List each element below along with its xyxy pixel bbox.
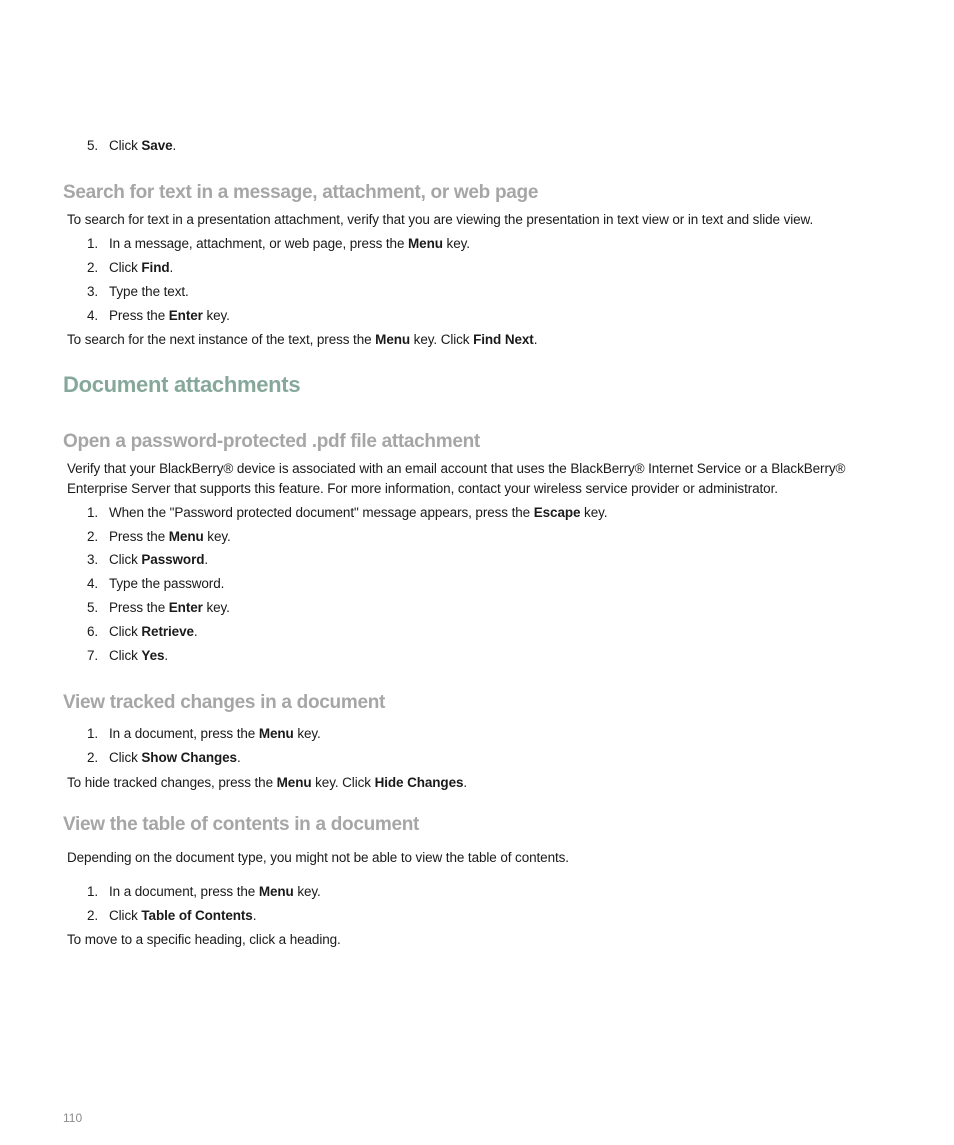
step-bold-term: Escape xyxy=(533,505,581,520)
step-item xyxy=(87,306,230,326)
step-bold-term: Menu xyxy=(258,884,294,899)
step-bold-term: Menu xyxy=(168,529,204,544)
step-item xyxy=(87,136,176,156)
step-bold-term: Show Changes xyxy=(141,750,237,765)
step-item xyxy=(87,906,256,926)
step-text: Click xyxy=(109,552,142,567)
step-item xyxy=(87,724,321,744)
step-item xyxy=(87,882,321,902)
note-bold-term: Menu xyxy=(276,775,312,790)
step-text-end: . xyxy=(204,552,209,567)
step-text-end: . xyxy=(172,138,177,153)
step-number: 2. xyxy=(87,750,99,765)
step-bold-term: Table of Contents xyxy=(141,908,253,923)
step-text-end: . xyxy=(236,750,241,765)
step-number: 6. xyxy=(87,624,99,639)
step-text-end: key. xyxy=(203,529,231,544)
note-text-mid: key. Click xyxy=(311,775,375,790)
step-text: Press the xyxy=(109,308,169,323)
step-text: Click xyxy=(109,260,142,275)
step-item xyxy=(87,234,470,254)
step-number: 1. xyxy=(87,505,99,520)
step-bold-term: Save xyxy=(141,138,173,153)
step-text: Press the xyxy=(109,529,169,544)
step-text: Click xyxy=(109,648,142,663)
step-bold-term: Enter xyxy=(168,600,203,615)
section-heading-tracked-changes: View tracked changes in a document xyxy=(63,692,386,713)
step-number: 4. xyxy=(87,576,99,591)
step-text: Press the xyxy=(109,600,169,615)
step-number: 4. xyxy=(87,308,99,323)
toc-footer-note: To move to a specific heading, click a heading. xyxy=(67,932,341,947)
step-text-end: key. xyxy=(202,600,230,615)
step-text-end: . xyxy=(193,624,198,639)
step-item xyxy=(87,574,224,594)
chapter-heading-document-attachments: Document attachments xyxy=(63,372,301,397)
step-text-end: key. xyxy=(293,726,321,741)
note-text: To hide tracked changes, press the xyxy=(67,775,277,790)
step-number: 5. xyxy=(87,600,99,615)
note-bold-term-2: Find Next xyxy=(473,332,534,347)
step-bold-term: Retrieve xyxy=(141,624,194,639)
step-bold-term: Menu xyxy=(408,236,443,251)
step-bold-term: Yes xyxy=(141,648,165,663)
step-item xyxy=(87,503,607,523)
note-bold-term-2: Hide Changes xyxy=(374,775,464,790)
section-heading-toc: View the table of contents in a document xyxy=(63,814,420,835)
step-text: In a message, attachment, or web page, press the xyxy=(109,236,409,251)
step-item xyxy=(87,527,231,547)
step-text: In a document, press the xyxy=(109,884,259,899)
step-number: 1. xyxy=(87,884,99,899)
step-item xyxy=(87,748,241,768)
step-item xyxy=(87,622,198,642)
note-text: To search for the next instance of the text, press the xyxy=(67,332,376,347)
note-text-end: . xyxy=(463,775,468,790)
step-text: Type the text. xyxy=(109,284,189,299)
step-text: Type the password. xyxy=(109,576,225,591)
section-heading-pdf: Open a password-protected .pdf file attachment xyxy=(63,431,480,452)
section-heading-search: Search for text in a message, attachment, or web page xyxy=(63,182,539,203)
step-item xyxy=(87,258,173,278)
step-item xyxy=(87,598,230,618)
search-intro: To search for text in a presentation attachment, verify that you are viewing the presentation in text view or in text and slide view. xyxy=(67,212,814,227)
step-item xyxy=(87,550,208,570)
page-number: 110 xyxy=(63,1111,83,1125)
step-text: When the "Password protected document" message appears, press the xyxy=(109,505,534,520)
step-text-end: key. xyxy=(293,884,321,899)
tracked-footer-note xyxy=(67,773,467,793)
step-number: 2. xyxy=(87,908,99,923)
pdf-intro-line-1: Verify that your BlackBerry® device is associated with an email account that uses the BlackBerry® Internet Service or a BlackBerry® xyxy=(67,461,846,476)
note-bold-term: Menu xyxy=(375,332,411,347)
step-bold-term: Password xyxy=(141,552,205,567)
step-number: 2. xyxy=(87,529,99,544)
step-number: 1. xyxy=(87,236,99,251)
note-text-end: . xyxy=(533,332,538,347)
toc-intro: Depending on the document type, you might not be able to view the table of contents. xyxy=(67,850,569,865)
step-text-end: key. xyxy=(202,308,230,323)
step-text: Click xyxy=(109,624,142,639)
step-bold-term: Menu xyxy=(258,726,294,741)
step-text: Click xyxy=(109,138,142,153)
step-bold-term: Find xyxy=(141,260,170,275)
step-text-end: key. xyxy=(580,505,608,520)
pdf-intro-line-2: Enterprise Server that supports this feature. For more information, contact your wireless service provider or administrator. xyxy=(67,481,778,496)
step-number: 5. xyxy=(87,138,99,153)
step-item xyxy=(87,282,189,302)
step-text: Click xyxy=(109,908,142,923)
step-text-end: . xyxy=(169,260,174,275)
step-text-end: key. xyxy=(442,236,470,251)
step-item xyxy=(87,646,168,666)
step-number: 3. xyxy=(87,552,99,567)
note-text-mid: key. Click xyxy=(410,332,474,347)
step-bold-term: Enter xyxy=(168,308,203,323)
search-footer-note xyxy=(67,330,537,350)
step-number: 3. xyxy=(87,284,99,299)
step-number: 7. xyxy=(87,648,99,663)
step-number: 2. xyxy=(87,260,99,275)
step-text: In a document, press the xyxy=(109,726,259,741)
step-text: Click xyxy=(109,750,142,765)
step-text-end: . xyxy=(252,908,257,923)
step-text-end: . xyxy=(164,648,169,663)
step-number: 1. xyxy=(87,726,99,741)
